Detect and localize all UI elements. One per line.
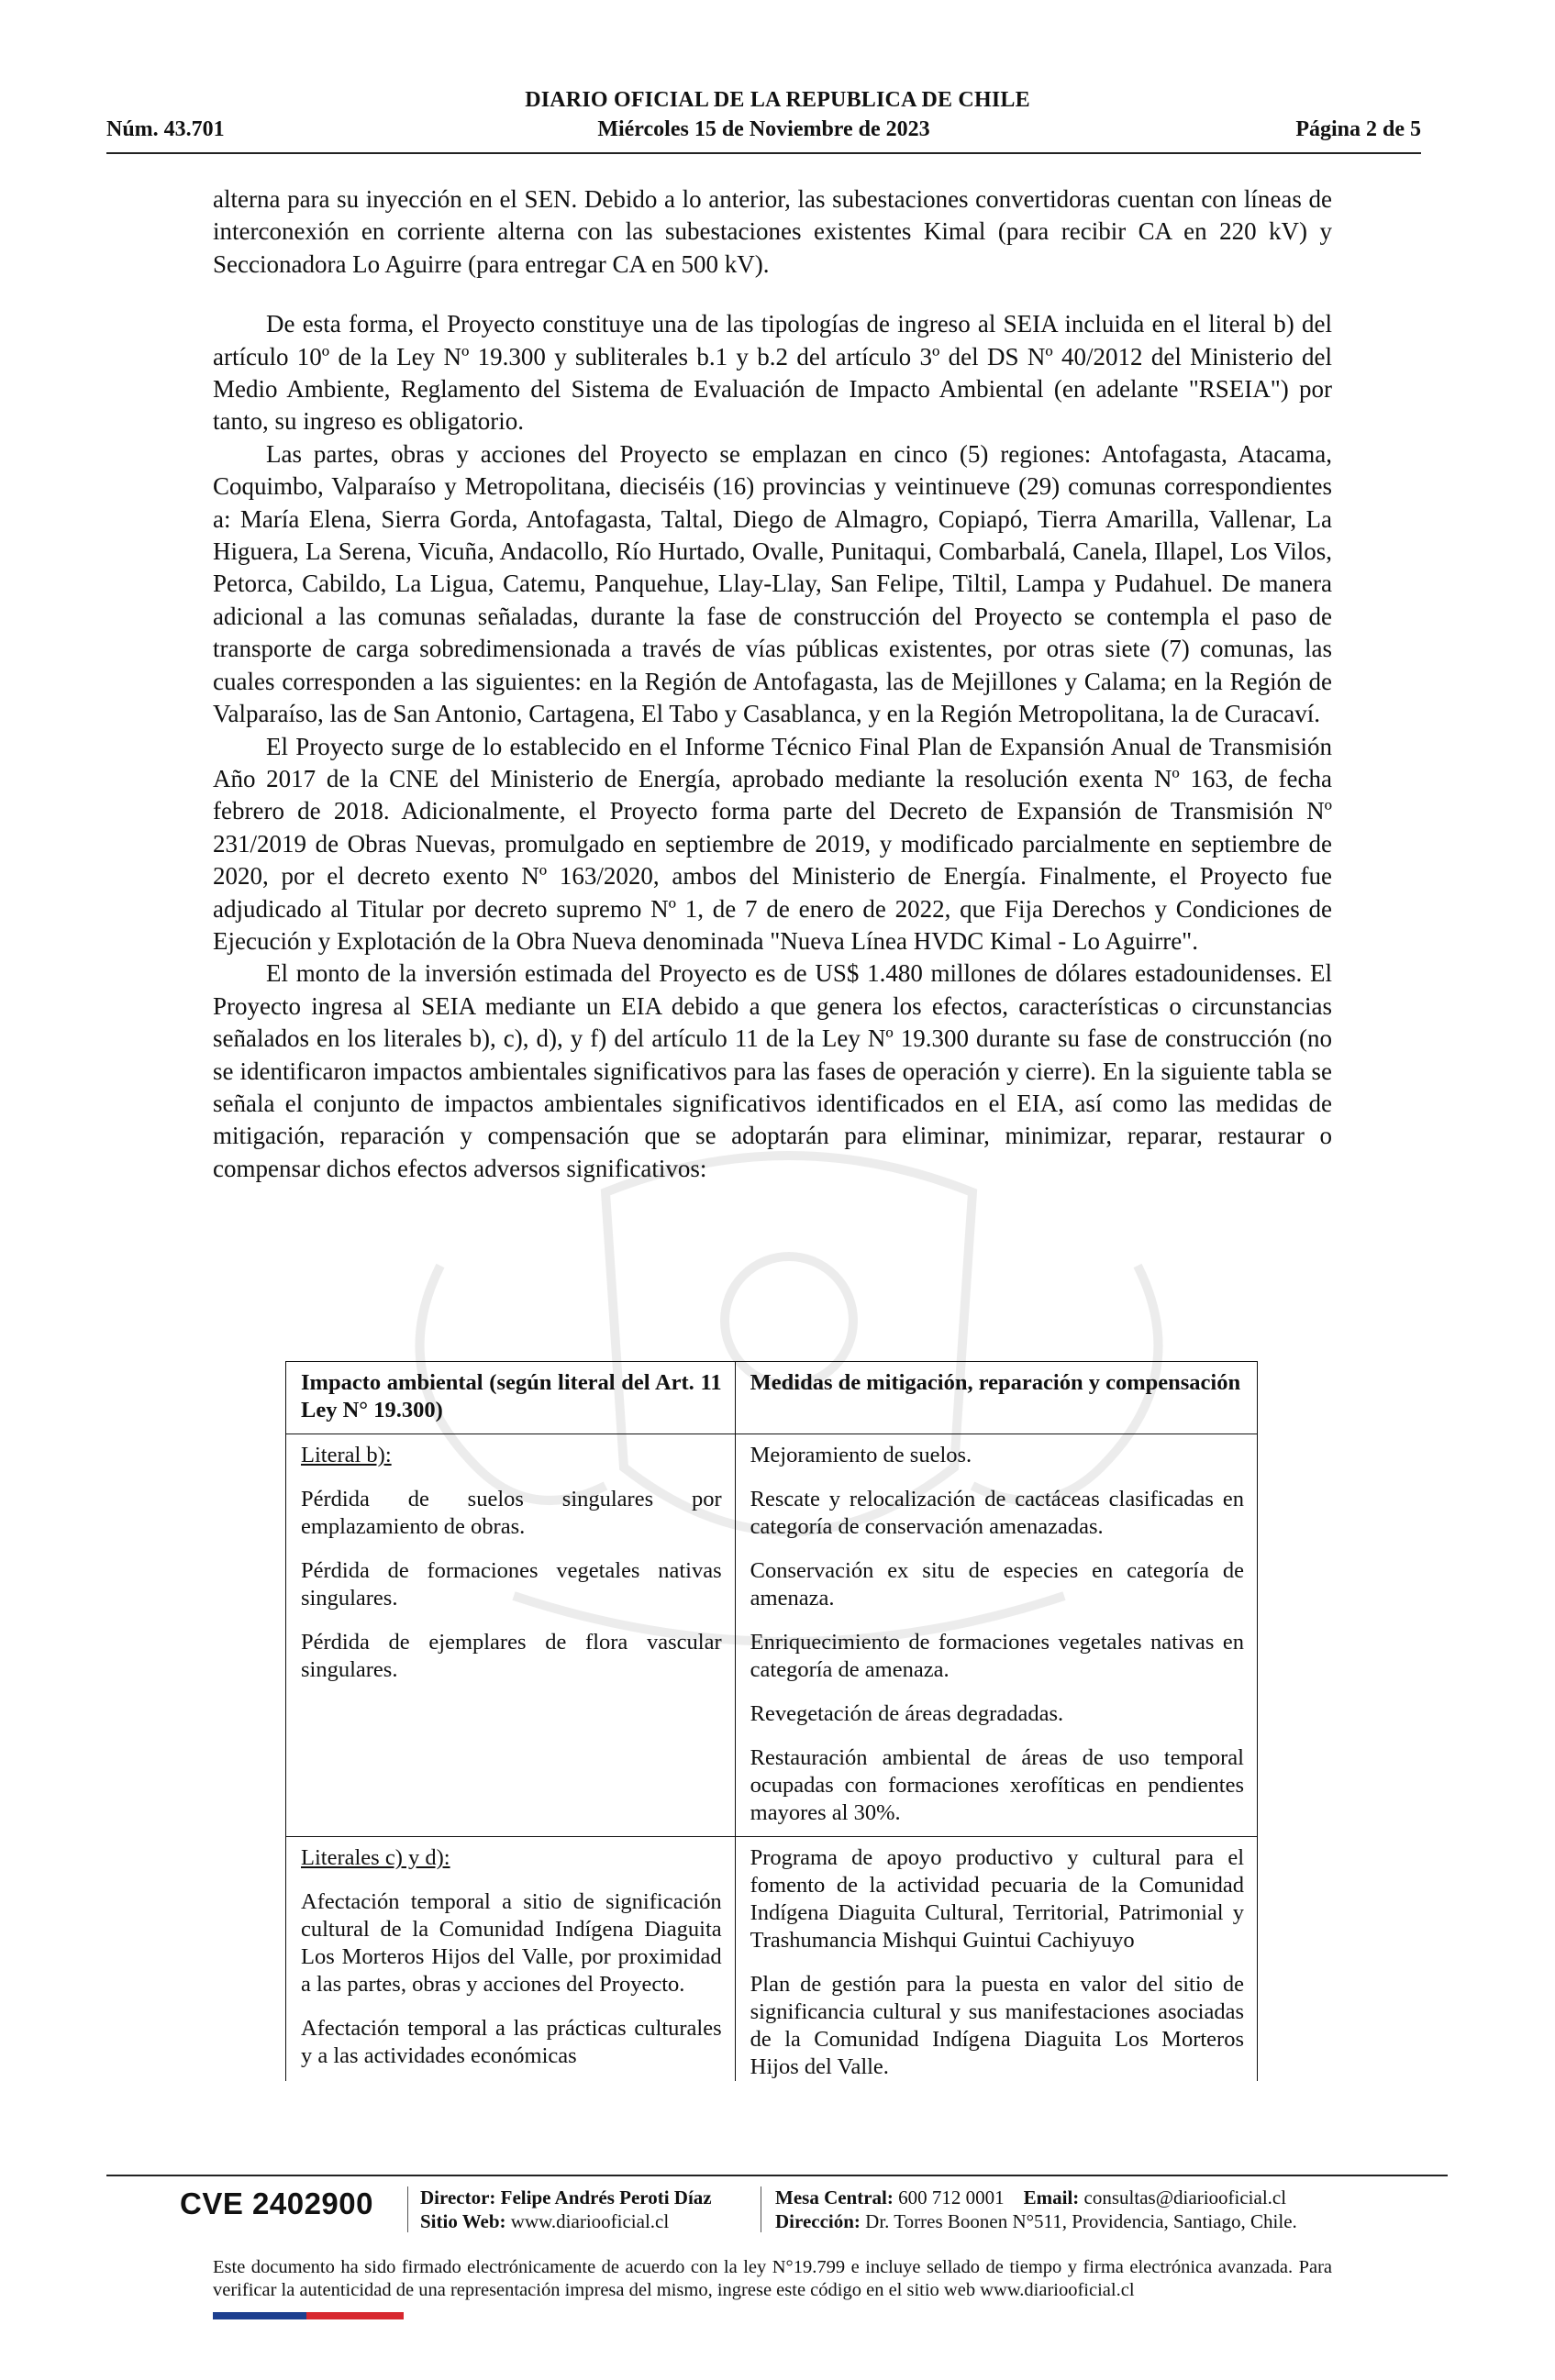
measure-item: Programa de apoyo productivo y cultural para el fomento de la actividad pecuaria de la Comunidad Indígena Diaguita Cultural, Territorial, Patrimonial y Trashumancia Mishqui Guintui Cachiyuyo — [750, 1845, 1244, 1953]
footer-director-block — [420, 2186, 712, 2233]
impact-cell — [286, 1837, 736, 2082]
header-divider — [106, 152, 1421, 154]
flag-stripe-red — [306, 2312, 404, 2319]
measure-item: Enriquecimiento de formaciones vegetales nativas en categoría de amenaza. — [750, 1630, 1244, 1682]
measure-item: Conservación ex situ de especies en categoría de amenaza. — [750, 1558, 1244, 1611]
email-link[interactable]: consultas@diariooficial.cl — [1083, 2186, 1287, 2208]
table-header-impact: Impacto ambiental (según literal del Art. 11 Ley N° 19.300) — [286, 1362, 736, 1434]
address-value: Dr. Torres Boonen N°511, Providencia, Santiago, Chile. — [865, 2210, 1297, 2232]
website-label: Sitio Web: — [420, 2210, 506, 2232]
table-header-measures: Medidas de mitigación, reparación y compensación — [735, 1362, 1257, 1434]
body-text — [213, 183, 1332, 1185]
table-row — [286, 1434, 1258, 1837]
paragraph: De esta forma, el Proyecto constituye una de las tipologías de ingreso al SEIA incluida en el literal b) del artículo 10º de la Ley Nº 19.300 y subliterales b.1 y b.2 del artículo 3º del DS Nº 40/2012 del Ministerio del Medio Ambiente, Reglamento del Sistema de Evaluación de Impacto Ambiental (en adelante "RSEIA") por tanto, su ingreso es obligatorio. — [213, 310, 1332, 436]
footer-separator — [407, 2186, 408, 2232]
director-name: Felipe Andrés Peroti Díaz — [500, 2186, 712, 2208]
table-row — [286, 1837, 1258, 2082]
signature-note: Este documento ha sido firmado electrónicamente de acuerdo con la ley N°19.799 e incluye sellado de tiempo y firma electrónica avanzada. Para verificar la autenticidad de una representación impresa del mismo, ingrese este código en el sitio web www.diariooficial.cl — [213, 2257, 1332, 2300]
impact-item: Pérdida de formaciones vegetales nativas singulares. — [301, 1558, 722, 1611]
impact-item: Pérdida de suelos singulares por emplazamiento de obras. — [301, 1487, 722, 1539]
measure-item: Plan de gestión para la puesta en valor del sitio de significancia cultural y sus manifestaciones asociadas de la Comunidad Indígena Diaguita Los Morteros Hijos del Valle. — [750, 1972, 1244, 2079]
email-label: Email: — [1023, 2186, 1080, 2208]
address-label: Dirección: — [775, 2210, 861, 2232]
impact-item: Afectación temporal a sitio de significación cultural de la Comunidad Indígena Diaguita Los Morteros Hijos del Valle, por proximidad a las partes, obras y acciones del Proyecto. — [301, 1889, 722, 1997]
measure-item: Revegetación de áreas degradadas. — [750, 1701, 1064, 1726]
measure-item: Mejoramiento de suelos. — [750, 1443, 972, 1467]
paragraph: El Proyecto surge de lo establecido en el Informe Técnico Final Plan de Expansión Anual de Transmisión Año 2017 de la CNE del Ministerio de Energía, aprobado mediante la resolución exenta Nº 163, de fecha febrero de 2018. Adicionalmente, el Proyecto forma parte del Decreto de Expansión de Transmisión Nº 231/2019 de Obras Nuevas, promulgado en septiembre de 2019, y modificado parcialmente en septiembre de 2020, por el decreto exento Nº 163/2020, ambos del Ministerio de Energía. Finalmente, el Proyecto fue adjudicado al Titular por decreto supremo Nº 1, de 7 de enero de 2022, que Fija Derechos y Condiciones de Ejecución y Explotación de la Obra Nueva denominada "Nueva Línea HVDC Kimal - Lo Aguirre". — [213, 732, 1332, 955]
phone-label: Mesa Central: — [775, 2186, 894, 2208]
director-label: Director: — [420, 2186, 496, 2208]
paragraph: alterna para su inyección en el SEN. Debido a lo anterior, las subestaciones convertidoras cuentan con líneas de interconexión en corriente alterna con las subestaciones existentes Kimal (para recibir CA en 220 kV) y Seccionadora Lo Aguirre (para entregar CA en 500 kV). — [213, 185, 1332, 278]
literal-label: Literal b): — [301, 1443, 392, 1467]
cve-code: CVE 2402900 — [180, 2186, 373, 2220]
measure-item: Rescate y relocalización de cactáceas clasificadas en categoría de conservación amenazadas. — [750, 1487, 1244, 1539]
issue-number: Núm. 43.701 — [106, 117, 225, 141]
flag-stripe-blue — [213, 2312, 306, 2319]
measures-cell — [735, 1837, 1257, 2082]
literal-label: Literales c) y d): — [301, 1845, 450, 1870]
header-row — [106, 117, 1421, 149]
page-number: Página 2 de 5 — [1295, 117, 1421, 141]
table-header-row — [286, 1362, 1258, 1434]
measure-item: Restauración ambiental de áreas de uso temporal ocupadas con formaciones xerofíticas en pendientes mayores al 30%. — [750, 1745, 1244, 1825]
issue-date: Miércoles 15 de Noviembre de 2023 — [597, 117, 930, 141]
paragraph: Las partes, obras y acciones del Proyecto se emplazan en cinco (5) regiones: Antofagasta, Atacama, Coquimbo, Valparaíso y Metropolitana, dieciséis (16) provincias y veintinueve (29) comunas correspondientes a: María Elena, Sierra Gorda, Antofagasta, Taltal, Diego de Almagro, Copiapó, Tierra Amarilla, Vallenar, La Higuera, La Serena, Vicuña, Andacollo, Río Hurtado, Ovalle, Punitaqui, Combarbalá, Canela, Illapel, Los Vilos, Petorca, Cabildo, La Ligua, Catemu, Panquehue, Llay-Llay, San Felipe, Tiltil, Lampa y Pudahuel. De manera adicional a las comunas señaladas, durante la fase de construcción del Proyecto se contempla el paso de transporte de carga sobredimensionada a través de vías públicas existentes, por otras siete (7) comunas, las cuales corresponden a las siguientes: en la Región de Antofagasta, las de Mejillones y Calama; en la Región de Valparaíso, las de San Antonio, Cartagena, El Tabo y Casablanca, y en la Región Metropolitana, la de Curacaví. — [213, 439, 1332, 728]
paragraph: El monto de la inversión estimada del Proyecto es de US$ 1.480 millones de dólares estadounidenses. El Proyecto ingresa al SEIA mediante un EIA debido a que genera los efectos, características o circunstancias señalados en los literales b), c), d), y f) del artículo 11 de la Ley Nº 19.300 durante su fase de construcción (no se identificaron impactos ambientales significativos para las fases de operación y cierre). En la siguiente tabla se señala el conjunto de impactos ambientales significativos identificados en el EIA, así como las medidas de mitigación, reparación y compensación que se adoptarán para eliminar, minimizar, reparar, restaurar o compensar dichos efectos adversos significativos: — [213, 959, 1332, 1182]
measures-cell — [735, 1434, 1257, 1837]
footer-divider — [106, 2175, 1448, 2176]
impacts-measures-table — [285, 1361, 1258, 2081]
newspaper-title: DIARIO OFICIAL DE LA REPUBLICA DE CHILE — [525, 88, 1030, 112]
impact-item: Pérdida de ejemplares de flora vascular singulares. — [301, 1630, 722, 1682]
footer-contact-block — [775, 2186, 1297, 2233]
phone-value: 600 712 0001 — [898, 2186, 1005, 2208]
impact-item: Afectación temporal a las prácticas culturales y a las actividades económicas — [301, 2016, 722, 2068]
impact-cell — [286, 1434, 736, 1837]
website-link[interactable]: www.diariooficial.cl — [510, 2210, 670, 2232]
